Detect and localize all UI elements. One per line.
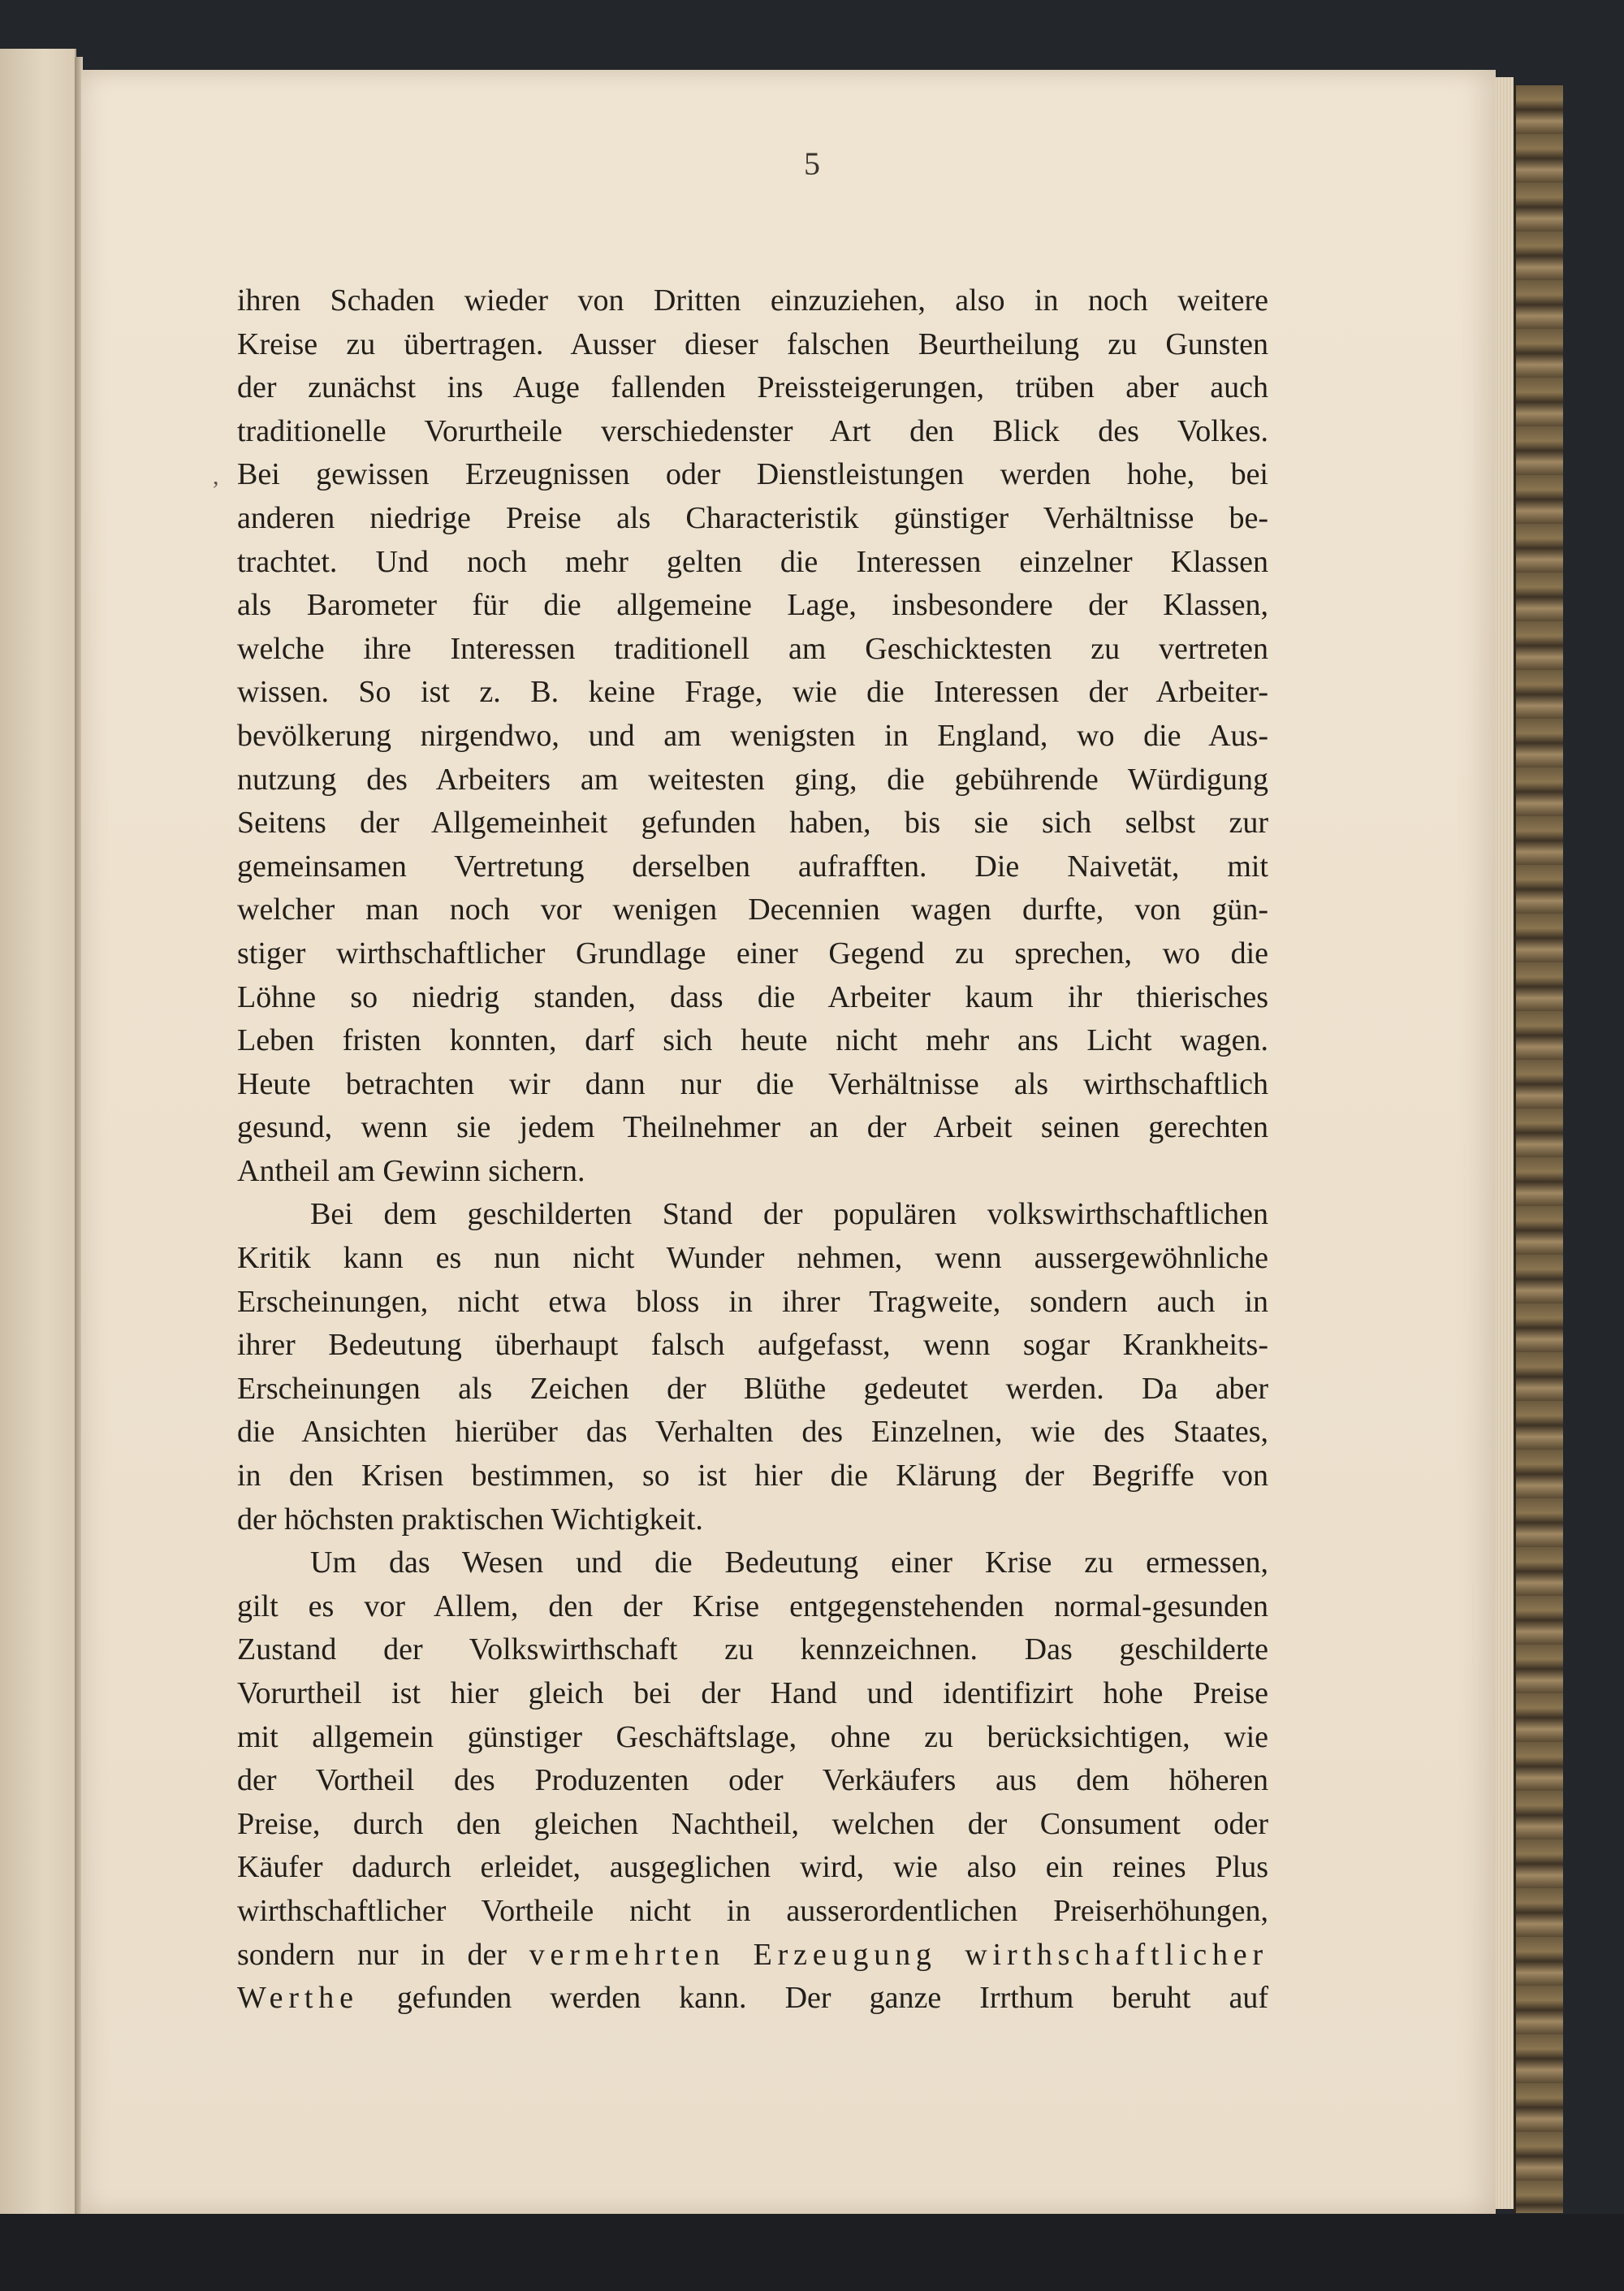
text-line: welcher man noch vor wenigen Decennien wagen durfte, von gün- bbox=[237, 893, 1268, 927]
text-line: anderen niedrige Preise als Characteristik günstiger Verhältnisse be- bbox=[237, 500, 1268, 535]
text-line: Um das Wesen und die Bedeutung einer Krise zu ermessen, bbox=[310, 1545, 1268, 1580]
text-line: mit allgemein günstiger Geschäftslage, ohne zu berücksichtigen, wie bbox=[237, 1719, 1268, 1754]
text-line: trachtet. Und noch mehr gelten die Interessen einzelner Klassen bbox=[237, 544, 1268, 579]
text-line: Vorurtheil ist hier gleich bei der Hand und identifizirt hohe Preise bbox=[237, 1676, 1268, 1710]
text-line: Bei dem geschilderten Stand der populären volkswirthschaftlichen bbox=[310, 1197, 1268, 1232]
text-line: Löhne so niedrig standen, dass die Arbeiter kaum ihr thierisches bbox=[237, 979, 1268, 1014]
text-line: stiger wirthschaftlicher Grundlage einer Gegend zu sprechen, wo die bbox=[237, 936, 1268, 970]
emphasized-text: vermehrten Erzeugung wirthschaftlicher bbox=[529, 1937, 1268, 1972]
text-line: der höchsten praktischen Wichtigkeit. bbox=[237, 1502, 703, 1537]
text-line: Käufer dadurch erleidet, ausgeglichen wird, wie also ein reines Plus bbox=[237, 1850, 1268, 1885]
text-line: Kritik kann es nun nicht Wunder nehmen, wenn aussergewöhnliche bbox=[237, 1241, 1268, 1276]
text-line: wirthschaftlicher Vortheile nicht in ausserordentlichen Preiserhöhungen, bbox=[237, 1893, 1268, 1928]
text-line: Erscheinungen, nicht etwa bloss in ihrer Tragweite, sondern auch in bbox=[237, 1284, 1268, 1319]
text-line: der zunächst ins Auge fallenden Preissteigerungen, trüben aber auch bbox=[237, 370, 1268, 405]
text-line: in den Krisen bestimmen, so ist hier die Klärung der Begriffe von bbox=[237, 1459, 1268, 1493]
text-line: die Ansichten hierüber das Verhalten des Einzelnen, wie des Staates, bbox=[237, 1415, 1268, 1450]
text-line: als Barometer für die allgemeine Lage, insbesondere der Klassen, bbox=[237, 588, 1268, 623]
text-line: Antheil am Gewinn sichern. bbox=[237, 1153, 585, 1188]
text-line: gilt es vor Allem, den der Krise entgegenstehenden normal-gesunden bbox=[237, 1589, 1268, 1623]
text-line: gesund, wenn sie jedem Theilnehmer an der Arbeit seinen gerechten bbox=[237, 1110, 1268, 1145]
body-text bbox=[237, 279, 1268, 2021]
margin-mark: , bbox=[213, 463, 219, 490]
text-line: nutzung des Arbeiters am weitesten ging, die gebührende Würdigung bbox=[237, 762, 1268, 797]
text-line: traditionelle Vorurtheile verschiedenster Art den Blick des Volkes. bbox=[237, 413, 1268, 448]
text-line: gemeinsamen Vertretung derselben aufrafften. Die Naivetät, mit bbox=[237, 849, 1268, 884]
text-line: welche ihre Interessen traditionell am Geschicktesten zu vertreten bbox=[237, 631, 1268, 666]
text-line: Leben fristen konnten, darf sich heute nicht mehr ans Licht wagen. bbox=[237, 1023, 1268, 1058]
text-line: ihrer Bedeutung überhaupt falsch aufgefasst, wenn sogar Krankheits- bbox=[237, 1328, 1268, 1363]
text-line: Preise, durch den gleichen Nachtheil, welchen der Consument oder bbox=[237, 1806, 1268, 1841]
marbled-cover-edge bbox=[1514, 85, 1563, 2213]
text-line: sondern nur in der vermehrten Erzeugung wirthschaftlicher bbox=[237, 1937, 1268, 1972]
scan-background bbox=[0, 2214, 1624, 2291]
left-page-edge bbox=[0, 49, 76, 2241]
text-line: bevölkerung nirgendwo, und am wenigsten in England, wo die Aus- bbox=[237, 718, 1268, 753]
text-line: Kreise zu übertragen. Ausser dieser falschen Beurtheilung zu Gunsten bbox=[237, 326, 1268, 361]
text-line: der Vortheil des Produzenten oder Verkäufers aus dem höheren bbox=[237, 1763, 1268, 1798]
page-number: 5 bbox=[804, 145, 820, 182]
emphasized-text: Werthe bbox=[237, 1981, 359, 2016]
text-line: Zustand der Volkswirthschaft zu kennzeichnen. Das geschilderte bbox=[237, 1632, 1268, 1667]
text-line: Erscheinungen als Zeichen der Blüthe gedeutet werden. Da aber bbox=[237, 1371, 1268, 1406]
text-line: ihren Schaden wieder von Dritten einzuziehen, also in noch weitere bbox=[237, 283, 1268, 318]
text-line: Werthe gefunden werden kann. Der ganze Irrthum beruht auf bbox=[237, 1981, 1268, 2016]
text-line: Heute betrachten wir dann nur die Verhältnisse als wirthschaftlich bbox=[237, 1066, 1268, 1101]
text-line: wissen. So ist z. B. keine Frage, wie die Interessen der Arbeiter- bbox=[237, 675, 1268, 710]
text-line: Bei gewissen Erzeugnissen oder Dienstleistungen werden hohe, bei bbox=[237, 457, 1268, 492]
page-stack-edge bbox=[1496, 77, 1514, 2209]
text-line: Seitens der Allgemeinheit gefunden haben, bis sie sich selbst zur bbox=[237, 806, 1268, 841]
